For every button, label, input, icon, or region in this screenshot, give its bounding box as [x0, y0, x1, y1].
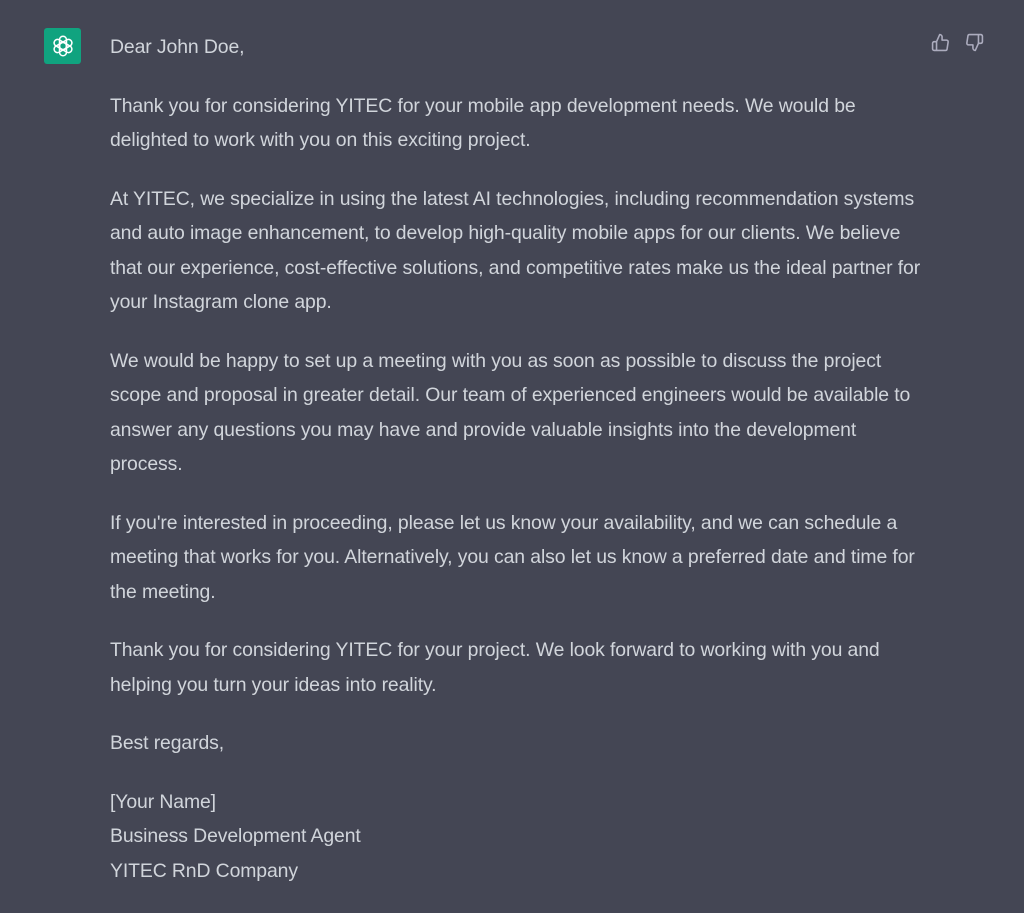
paragraph-5: Thank you for considering YITEC for your project. We look forward to working with you and helping you turn your ideas into reality.: [110, 639, 880, 696]
signature-company: YITEC RnD Company: [110, 859, 298, 882]
thumbs-down-button[interactable]: [964, 31, 984, 53]
paragraph-2: At YITEC, we specialize in using the latest AI technologies, including recommendation systems and auto image enhancement, to develop high-quality mobile apps for our clients. We believe that our experience, cost-effective solutions, and competitive rates make us the ideal partner for your Instagram clone app.: [110, 187, 921, 313]
greeting: Dear John Doe,: [110, 36, 245, 58]
message-content: [110, 30, 930, 888]
feedback-buttons: [930, 31, 984, 53]
assistant-avatar: [44, 28, 81, 64]
signature-name: [Your Name]: [110, 790, 216, 813]
thumbs-up-icon: [931, 33, 950, 52]
paragraph-4: If you're interested in proceeding, please let us know your availability, and we can schedule a meeting that works for you. Alternatively, you can also let us know a preferred date and time for the meeting.: [110, 511, 915, 603]
paragraph-3: We would be happy to set up a meeting with you as soon as possible to discuss the project scope and proposal in greater detail. Our team of experienced engineers would be available to answer any questions you may have and provide valuable insights into the development process.: [110, 349, 911, 475]
openai-logo-icon: [50, 33, 76, 59]
thumbs-down-icon: [965, 33, 984, 52]
closing: Best regards,: [110, 732, 225, 754]
thumbs-up-button[interactable]: [930, 31, 950, 53]
signature-title: Business Development Agent: [110, 825, 361, 847]
paragraph-1: Thank you for considering YITEC for your mobile app development needs. We would be delighted to work with you on this exciting project.: [110, 94, 856, 151]
